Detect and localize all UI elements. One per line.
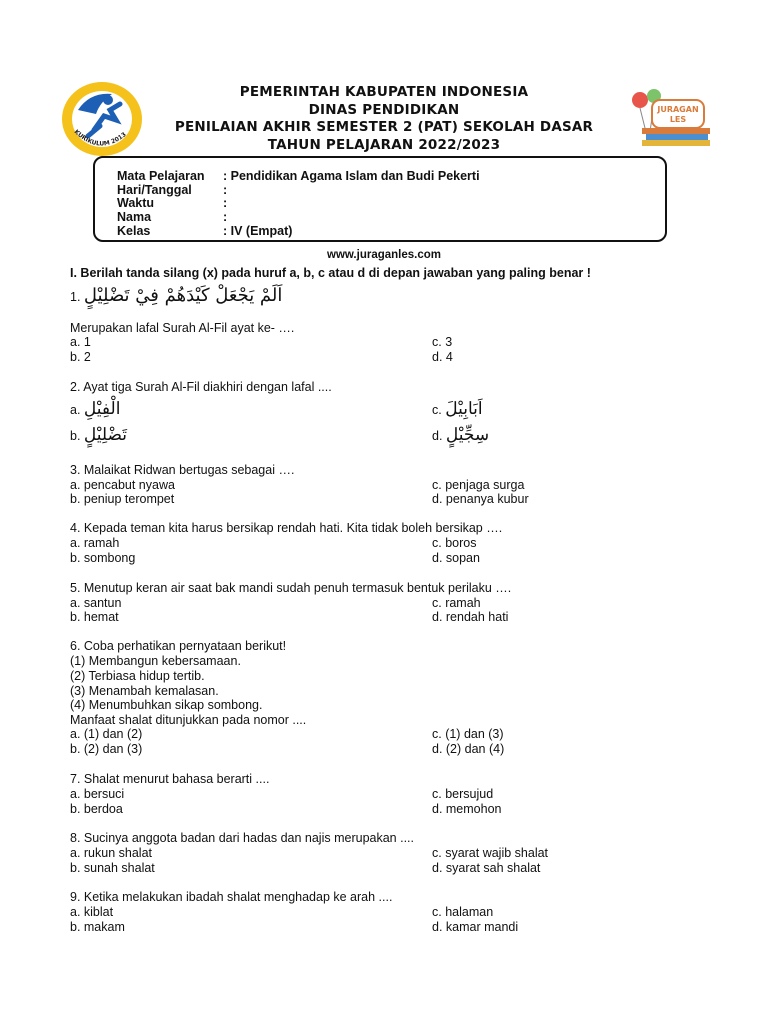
option-a: a. santun xyxy=(70,596,122,610)
option-b: b. peniup terompet xyxy=(70,492,175,506)
statement-4: (4) Menumbuhkan sikap sombong. xyxy=(70,698,263,712)
header-line-4: TAHUN PELAJARAN 2022/2023 xyxy=(267,136,501,153)
option-b: b. sombong xyxy=(70,551,136,565)
option-b: b. makam xyxy=(70,920,125,934)
option-a: a. (1) dan (2) xyxy=(70,727,143,741)
question-number: 1. xyxy=(70,290,81,304)
option-c xyxy=(432,399,483,419)
option-a xyxy=(70,399,121,419)
option-a: a. bersuci xyxy=(70,787,125,801)
instruction-text: I. Berilah tanda silang (x) pada huruf a, b, c atau d di depan jawaban yang paling benar ! xyxy=(70,266,591,280)
option-b: b. hemat xyxy=(70,610,119,624)
option-a: a. rukun shalat xyxy=(70,846,152,860)
info-value: : Pendidikan Agama Islam dan Budi Pekerti xyxy=(223,169,480,183)
option-b: b. sunah shalat xyxy=(70,861,155,875)
info-value: : IV (Empat) xyxy=(223,224,293,238)
arabic-option: الْفِيْلِ xyxy=(83,399,121,419)
info-label: Nama xyxy=(117,210,152,224)
option-d: d. penanya kubur xyxy=(432,492,529,506)
question-text: 6. Coba perhatikan pernyataan berikut! xyxy=(70,639,287,653)
question-text: 3. Malaikat Ridwan bertugas sebagai …. xyxy=(70,463,295,477)
option-b: b. berdoa xyxy=(70,802,123,816)
info-row-name xyxy=(117,211,227,224)
option-a: a. pencabut nyawa xyxy=(70,478,175,492)
statement-1: (1) Membangun kebersamaan. xyxy=(70,654,241,668)
option-a: a. 1 xyxy=(70,335,91,349)
option-c: c. 3 xyxy=(432,335,453,349)
question-text: 7. Shalat menurut bahasa berarti .... xyxy=(70,772,270,786)
option-c: c. halaman xyxy=(432,905,494,919)
option-c: c. (1) dan (3) xyxy=(432,727,504,741)
question-text: 5. Menutup keran air saat bak mandi sudah penuh termasuk bentuk perilaku …. xyxy=(70,581,512,595)
option-b: b. (2) dan (3) xyxy=(70,742,143,756)
option-c: c. boros xyxy=(432,536,477,550)
info-label: Kelas xyxy=(117,224,151,238)
question-text: 2. Ayat tiga Surah Al-Fil diakhiri dengan lafal .... xyxy=(70,380,332,394)
statement-2: (2) Terbiasa hidup tertib. xyxy=(70,669,205,683)
question-text: 4. Kepada teman kita harus bersikap rendah hati. Kita tidak boleh bersikap …. xyxy=(70,521,503,535)
logo-right-line2: LES xyxy=(669,115,687,124)
question-text: Merupakan lafal Surah Al-Fil ayat ke- …. xyxy=(70,321,295,335)
option-c: c. syarat wajib shalat xyxy=(432,846,549,860)
option-prefix: b. xyxy=(70,429,81,443)
option-d: d. sopan xyxy=(432,551,480,565)
option-d xyxy=(432,425,490,445)
option-prefix: a. xyxy=(70,403,81,417)
website-url: www.juraganles.com xyxy=(327,249,441,261)
header-line-2: DINAS PENDIDIKAN xyxy=(308,101,460,118)
info-value: : xyxy=(223,196,228,210)
logo-left-text: KURIKULUM 2013 xyxy=(72,128,128,148)
question-1-arabic-line xyxy=(70,285,283,306)
option-d: d. syarat sah shalat xyxy=(432,861,541,875)
info-row-subject xyxy=(117,170,480,183)
student-info-box xyxy=(93,156,667,242)
option-d: d. memohon xyxy=(432,802,502,816)
question-prompt: Manfaat shalat ditunjukkan pada nomor .... xyxy=(70,713,307,727)
option-a: a. ramah xyxy=(70,536,120,550)
statement-3: (3) Menambah kemalasan. xyxy=(70,684,219,698)
question-text: 8. Sucinya anggota badan dari hadas dan najis merupakan .... xyxy=(70,831,414,845)
option-c: c. penjaga surga xyxy=(432,478,525,492)
option-a: a. kiblat xyxy=(70,905,114,919)
info-label: Hari/Tanggal xyxy=(117,183,192,197)
question-text: 9. Ketika melakukan ibadah shalat menghadap ke arah .... xyxy=(70,890,393,904)
option-b xyxy=(70,425,128,445)
exam-header xyxy=(130,84,638,154)
option-d: d. rendah hati xyxy=(432,610,509,624)
info-label: Waktu xyxy=(117,196,155,210)
option-c: c. bersujud xyxy=(432,787,494,801)
info-row-class xyxy=(117,225,292,238)
header-line-1: PEMERINTAH KABUPATEN INDONESIA xyxy=(239,84,529,100)
arabic-option: سِجِّيْلٍ xyxy=(445,425,490,445)
option-prefix: c. xyxy=(432,403,442,417)
option-d: d. 4 xyxy=(432,350,453,364)
option-b: b. 2 xyxy=(70,350,91,364)
option-c: c. ramah xyxy=(432,596,481,610)
option-d: d. kamar mandi xyxy=(432,920,519,934)
logo-right-line1: JURAGAN xyxy=(657,105,699,114)
arabic-text: اَلَمْ يَجْعَلْ كَيْدَهُمْ فِيْ تَضْلِيْلٍ xyxy=(83,285,283,306)
arabic-option: اَبَابِيْلَ xyxy=(445,399,483,419)
arabic-option: تَضْلِيْلٍ xyxy=(83,425,128,445)
info-value: : xyxy=(223,210,228,224)
option-d: d. (2) dan (4) xyxy=(432,742,505,756)
option-prefix: d. xyxy=(432,429,443,443)
header-line-3: PENILAIAN AKHIR SEMESTER 2 (PAT) SEKOLAH DASAR xyxy=(174,119,594,135)
juragan-les-logo xyxy=(628,88,714,148)
info-label: Mata Pelajaran xyxy=(117,169,205,183)
info-value: : xyxy=(223,183,228,197)
info-row-time xyxy=(117,197,227,210)
